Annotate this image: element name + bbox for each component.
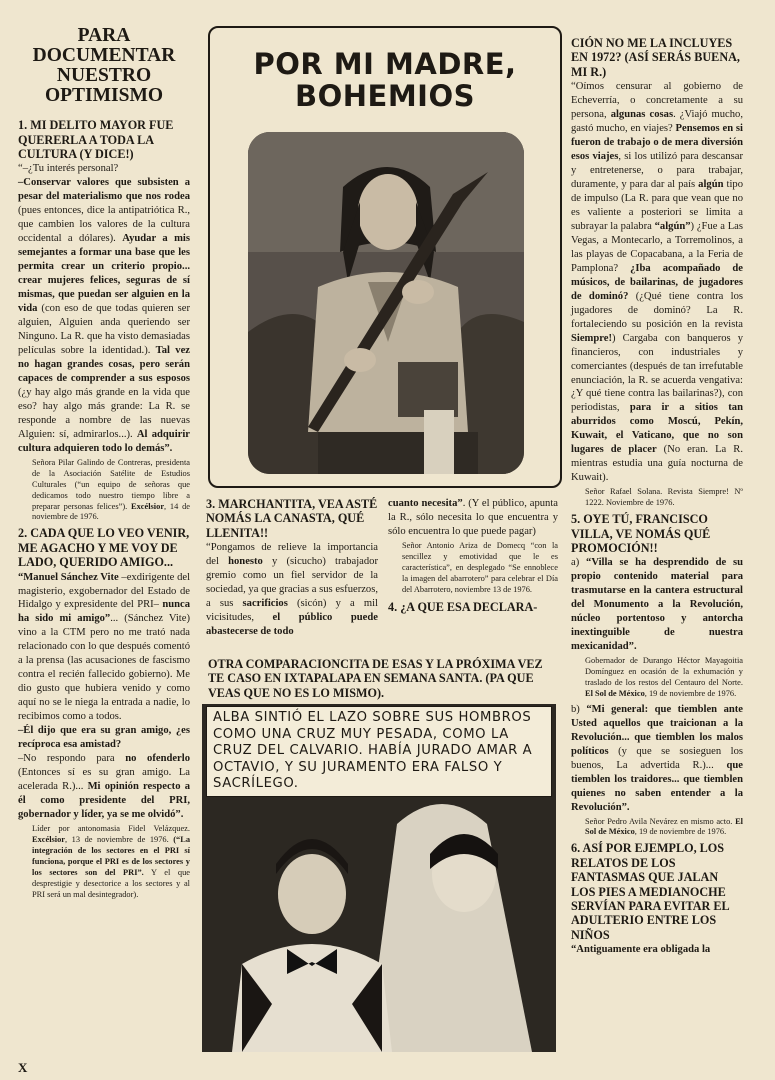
section-1-question: “–¿Tu interés personal?	[18, 163, 119, 175]
section-5-heading: 5. OYE TÚ, FRANCISCO VILLA, VE NOMÁS QUÉ PROMOCIÓN!!	[571, 512, 711, 555]
section-1-quote: –Conservar valores que subsisten a pesar del materialismo que nos rodea (pues entonces, dice la antipatriótica R., que cambien los valores de la cultura occidental a dólares). Ayudar a mis semejantes a formar una base que les permita crear un criterio propio... crear mujeres felices, seguras de sí mismas, que puedan ser alguien en la vida (con eso de que todas quieren ser alguien, Alguien anda queriendo ser Ninguno. La R. que ha visto demasiadas películas sobre la identidad.). Tal vez no hagan grandes cosas, pero serán capaces de comprender a sus esposos (¿y hay algo más grande en la vida que eso? hay algo más grande: La R. se responde a nombre de las nuevas Alguien: sí, admirarlos...). Al adquirir cultura adquieren todo lo demás”.	[18, 177, 190, 454]
section-5-quote-a: a) “Villa se ha desprendido de su propio contenido material para trasmutarse en la cantera estructural del Monumento a la Revolución, núcleo portentoso y antorcha inextinguible de nuestra mexicanidad”.	[571, 557, 744, 653]
center-right-column	[388, 497, 558, 615]
wedding-photo	[202, 704, 556, 1052]
section-3-heading: 3. MARCHANTITA, VEA ASTÉ NOMÁS LA CANASTA, QUÉ LLENITA!!	[206, 497, 378, 540]
section-1-source: Señora Pilar Galindo de Contreras, presidenta de la Asociación Satélite de Estudios Culturales (“un equipo de señoras que dedicamos todo nuestro tiempo libre a preparar personas felices”). Excélsior, 14 de noviembre de 1976.	[32, 457, 190, 522]
section-4-quote: “Oímos censurar al gobierno de Echeverría, o concretamente a su persona, algunas cosas. ¿Viajó mucho, gastó mucho, en viajes? Pensemos en si fueron de trabajo o de mera diversión esos viajes, si los utilizó para descansar y entretenerse, o para trabajar, duramente, y para dar al país algún tipo de impulso (La R. para que vean que no es valiente a posteriori se limita a subrayar la palabra “algún”) ¿Fue a Las Vegas, a Montecarlo, a Torremolinos, a las playas de Copacabana, a la Feria de Pamplona? ¿Iba acompañado de músicos, de bailarinas, de jugadores de dominó? (¿Qué tiene contra los jugadores de dominó? La R. fortaleciendo su posición en la revista Siempre!) Cargaba con banqueros y financieros, con industriales y comerciantes (después de tan irrefutable enunciación, la R. se acuerda vengativa: ¿Y qué tiene contra las bailarinas?), con periodistas, para ir a sitios tan aburridos como Moscú, Pekín, Kuwait, el Vaticano, que no son lugares de placer (No eran. La R. mientras estudia una guía nocturna de Kuwait).	[571, 81, 743, 484]
photo-headline: POR MI MADRE, BOHEMIOS	[253, 47, 517, 114]
page-title: PARA DOCUMENTAR NUESTRO OPTIMISMO	[32, 25, 176, 107]
section-4-source: Señor Rafael Solana. Revista Siempre! Nº 1222. Noviembre de 1976.	[585, 487, 743, 508]
section-6-heading: 6. ASÍ POR EJEMPLO, LOS RELATOS DE LOS FANTASMAS QUE JALAN LOS PIES A MEDIANOCHE SERVÍAN PARA EVITAR EL ADULTERIO ENTRE LOS NIÑOS	[571, 841, 729, 942]
section-5-source-a: Gobernador de Durango Héctor Mayagoitia Domínguez en ocasión de la exhumación y traslado de los restos del Centauro del Norte. El Sol de México, 19 de noviembre de 1976.	[585, 656, 743, 698]
section-3-source: Señor Antonio Ariza de Domecq “con la sencillez y emotividad que le es característica”, en desplegado “Se ennoblece la imagen del abarrotero” para celebrar el Día del Abarrotero, noviembre 13 de 1976.	[402, 540, 558, 594]
geronimo-photo	[248, 132, 524, 474]
wedding-caption: OTRA COMPARACIONCITA DE ESAS Y LA PRÓXIMA VEZ TE CASO EN IXTAPALAPA EN SEMANA SANTA. (PA QUE VEAS QUE NO ES LO MISMO).	[208, 657, 543, 700]
section-1-heading: 1. MI DELITO MAYOR FUE QUERERLA A TODA LA CULTURA (Y DICE!)	[18, 118, 174, 162]
section-4-heading-cont: CIÓN NO ME LA INCLUYES EN 1972? (ASÍ SERÁS BUENA, MI R.)	[571, 36, 740, 79]
section-3-quote: “Pongamos de relieve la importancia del honesto y (sicucho) trabajador gremio como un fiel servidor de la sociedad, ya que gracias a sus esfuerzos, a sus sacrificios (sicón) y a mil vicisitudes, el público puede abastecerse de todo	[206, 542, 378, 637]
right-column	[571, 34, 743, 957]
page-mark: X	[18, 1060, 28, 1075]
section-3-quote-cont: cuanto necesita”. (Y el público, apunta la R., sólo necesita lo que encuentra y sólo encuentra lo que puede pagar)	[388, 498, 558, 537]
geronimo-portrait-illustration	[248, 132, 524, 474]
section-5-quote-b: b) “Mi general: que tiemblen ante Usted aquellos que traicionan a la Revolución... que tiemblen los malos políticos (y que se sosieguen los buenos, La advertida R.)... que tiemblen los traidores... que tiemblen quienes no saben entender a la Revolución”.	[571, 703, 743, 813]
section-6-quote: “Antiguamente era obligada la	[571, 944, 711, 956]
section-4-heading: 4. ¿A QUE ESA DECLARA-	[388, 599, 538, 614]
section-2-answer: –No respondo para no ofenderlo (Entonces sí es su gran amigo. La acelerada R.)... Mi opinión respecto a él como presidente del PRI, gobernador y líder, ya se me olvidó”.	[18, 753, 190, 820]
photo-frame	[208, 26, 562, 488]
left-column	[18, 26, 190, 903]
section-2-quote: “Manuel Sánchez Vite –exdirigente del magisterio, exgobernador del Estado de Hidalgo y expresidente del PRI– nunca ha sido mi amigo”... (Sánchez Vite) vino a la CTM pero no me trató nada relacionado con lo que después comentó a la prensa (las acusaciones de fascismo contra el recién fallecido gobierno). Me dio gusto que hubiera venido y como aquí no se le niega la entrada a nadie, lo recibimos como a todos.	[18, 571, 191, 723]
center-left-column	[206, 495, 378, 639]
section-2-question: –Él dijo que era su gran amigo, ¿es recíproca esa amistad?	[18, 725, 190, 751]
section-2-source: Líder por antonomasia Fidel Velázquez. Excélsior, 13 de noviembre de 1976. (“La integración de los sectores en el PRI sí funciona, porque el PRI es de los sectores y los sectores son del PRI”. Y el que desprestigie y desectorice a los sectores y al PRI será un mal desintegrador).	[32, 823, 190, 899]
section-5-source-b: Señor Pedro Avila Nevárez en mismo acto. El Sol de México, 19 de noviembre de 1976.	[585, 816, 743, 837]
section-2-heading: 2. CADA QUE LO VEO VENIR, ME AGACHO Y ME VOY DE LADO, QUERIDO AMIGO...	[18, 526, 190, 570]
handwritten-caption-box: ALBA SINTIÓ EL LAZO SOBRE SUS HOMBROS COMO UNA CRUZ MUY PESADA, COMO LA CRUZ DEL CALVARIO. HABÍA JURADO AMAR A OCTAVIO, Y SU JURAMENTO ERA FALSO Y SACRÍLEGO.	[206, 706, 552, 797]
